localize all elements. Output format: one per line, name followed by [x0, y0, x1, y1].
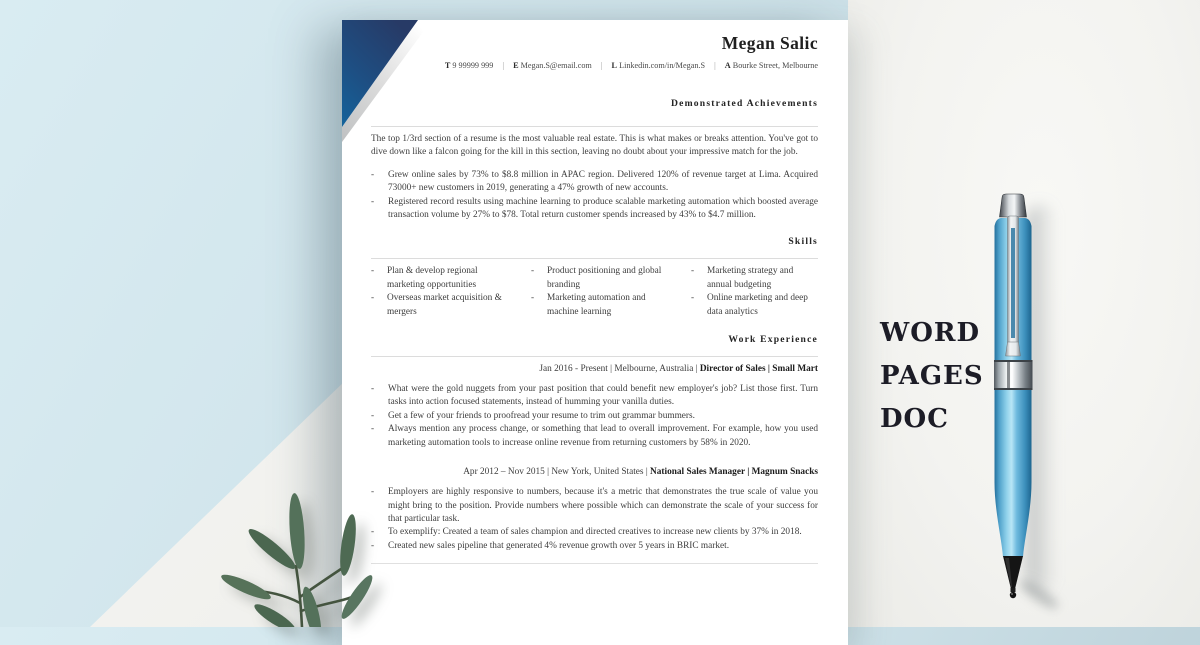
section-heading-skills: Skills	[788, 236, 818, 248]
file-format-list	[880, 319, 984, 448]
list-item: - What were the gold nuggets from your past position that could benefit new employer's job? List those first. Turn tasks into action focused statements, instead of humming your vanilla duties.	[371, 383, 818, 410]
skills-column-3	[691, 265, 818, 319]
section-heading-experience: Work Experience	[728, 334, 818, 346]
skills-column-1	[371, 265, 517, 319]
format-word: WORD	[880, 318, 981, 348]
format-pages: PAGES	[880, 361, 984, 391]
list-item: - Grew online sales by 73% to $8.8 million in APAC region. Delivered 120% of revenue target at Lima. Acquired 73000+ new customers in 2019, generating a 47% growth of new accounts.	[371, 169, 818, 196]
format-doc: DOC	[880, 404, 949, 434]
resume-page	[342, 20, 848, 645]
bullet-dash: -	[531, 293, 535, 304]
bullet-dash: -	[371, 410, 375, 421]
section-divider	[371, 563, 818, 564]
contact-separator: |	[502, 61, 505, 70]
section-heading-achievements: Demonstrated Achievements	[671, 98, 818, 109]
section-divider	[371, 356, 818, 357]
page-title: Megan Salic	[721, 33, 818, 53]
skills-column-2	[531, 265, 677, 319]
bullet-dash: -	[371, 266, 375, 277]
bullet-dash: -	[691, 293, 695, 304]
contact-separator: |	[714, 61, 716, 70]
bullet-dash: -	[371, 384, 375, 395]
bullet-dash: -	[371, 293, 375, 304]
contact-line	[371, 60, 818, 72]
contact-value-phone: 9 99999 999	[452, 61, 494, 70]
contact-value-linkedin: Linkedin.com/in/Megan.S	[619, 61, 706, 70]
list-item: - Marketing automation and machine learning	[531, 292, 677, 319]
contact-value-email: Megan.S@email.com	[520, 61, 592, 70]
list-item: - Marketing strategy and annual budgeting	[691, 265, 818, 292]
job-title: National Sales Manager | Magnum Snacks	[650, 467, 818, 478]
skills-grid	[371, 265, 818, 319]
list-item: - Registered record results using machine learning to produce scalable marketing automation which boosted average transaction volume by 27% to $78. Total return customer spends increased by 43% to $4.7 million.	[371, 196, 818, 223]
bullet-dash: -	[371, 487, 375, 498]
contact-label-address: A	[724, 61, 731, 70]
list-item: - Get a few of your friends to proofread your resume to trim out grammar bummers.	[371, 410, 818, 423]
bullet-dash: -	[371, 424, 375, 435]
list-item: - Employers are highly responsive to numbers, because it's a metric that demonstrates the true scale of value you might bring to the position. Provide numbers where possible which can demonstrate the scale of your success for that particular task.	[371, 486, 818, 526]
contact-separator: |	[600, 61, 603, 70]
bullet-dash: -	[371, 169, 375, 180]
job-bullets	[371, 383, 818, 450]
job-meta-line: Apr 2012 – Nov 2015 | New York, United States | National Sales Manager | Magnum Snacks	[463, 467, 818, 478]
bullet-dash: -	[371, 540, 375, 551]
contact-value-address: Bourke Street, Melbourne	[732, 61, 818, 70]
list-item: - Online marketing and deep data analytics	[691, 292, 818, 319]
list-item: - Always mention any process change, or something that lead to overall improvement. For example, how you used marketing automation tools to increase online revenue from returning customers by 58% in 2020.	[371, 423, 818, 450]
list-item: - To exemplify: Created a team of sales champion and directed creatives to increase new clients by 37% in 2018.	[371, 526, 818, 539]
job-bullets	[371, 486, 818, 553]
list-item: - Created new sales pipeline that generated 4% revenue growth over 5 years in BRIC market.	[371, 540, 818, 553]
contact-label-phone: T	[444, 61, 451, 70]
bullet-dash: -	[531, 266, 535, 277]
section-divider	[371, 258, 818, 259]
corner-triangle-decoration	[342, 20, 434, 152]
section-divider	[371, 126, 818, 127]
bullet-dash: -	[691, 266, 695, 277]
achievements-list	[371, 169, 818, 223]
pen-illustration	[983, 190, 1043, 610]
contact-label-linkedin: L	[611, 61, 618, 70]
contact-label-email: E	[513, 61, 519, 70]
list-item: - Product positioning and global branding	[531, 265, 677, 292]
plant-illustration	[205, 473, 383, 627]
job-meta-line: Jan 2016 - Present | Melbourne, Australia | Director of Sales | Small Mart	[539, 364, 818, 375]
list-item: - Plan & develop regional marketing opportunities	[371, 265, 517, 292]
job-title: Director of Sales | Small Mart	[699, 364, 818, 375]
job-entry	[371, 363, 818, 450]
bullet-dash: -	[371, 196, 375, 207]
job-entry	[371, 466, 818, 553]
bullet-dash: -	[371, 527, 375, 538]
achievements-intro: The top 1/3rd section of a resume is the most valuable real estate. This is what makes or breaks attention. You've got to dive down like a falcon going for the kill in this section, leaving no doubt about your impressive match for the job.	[371, 134, 818, 158]
list-item: - Overseas market acquisition & mergers	[371, 292, 517, 319]
